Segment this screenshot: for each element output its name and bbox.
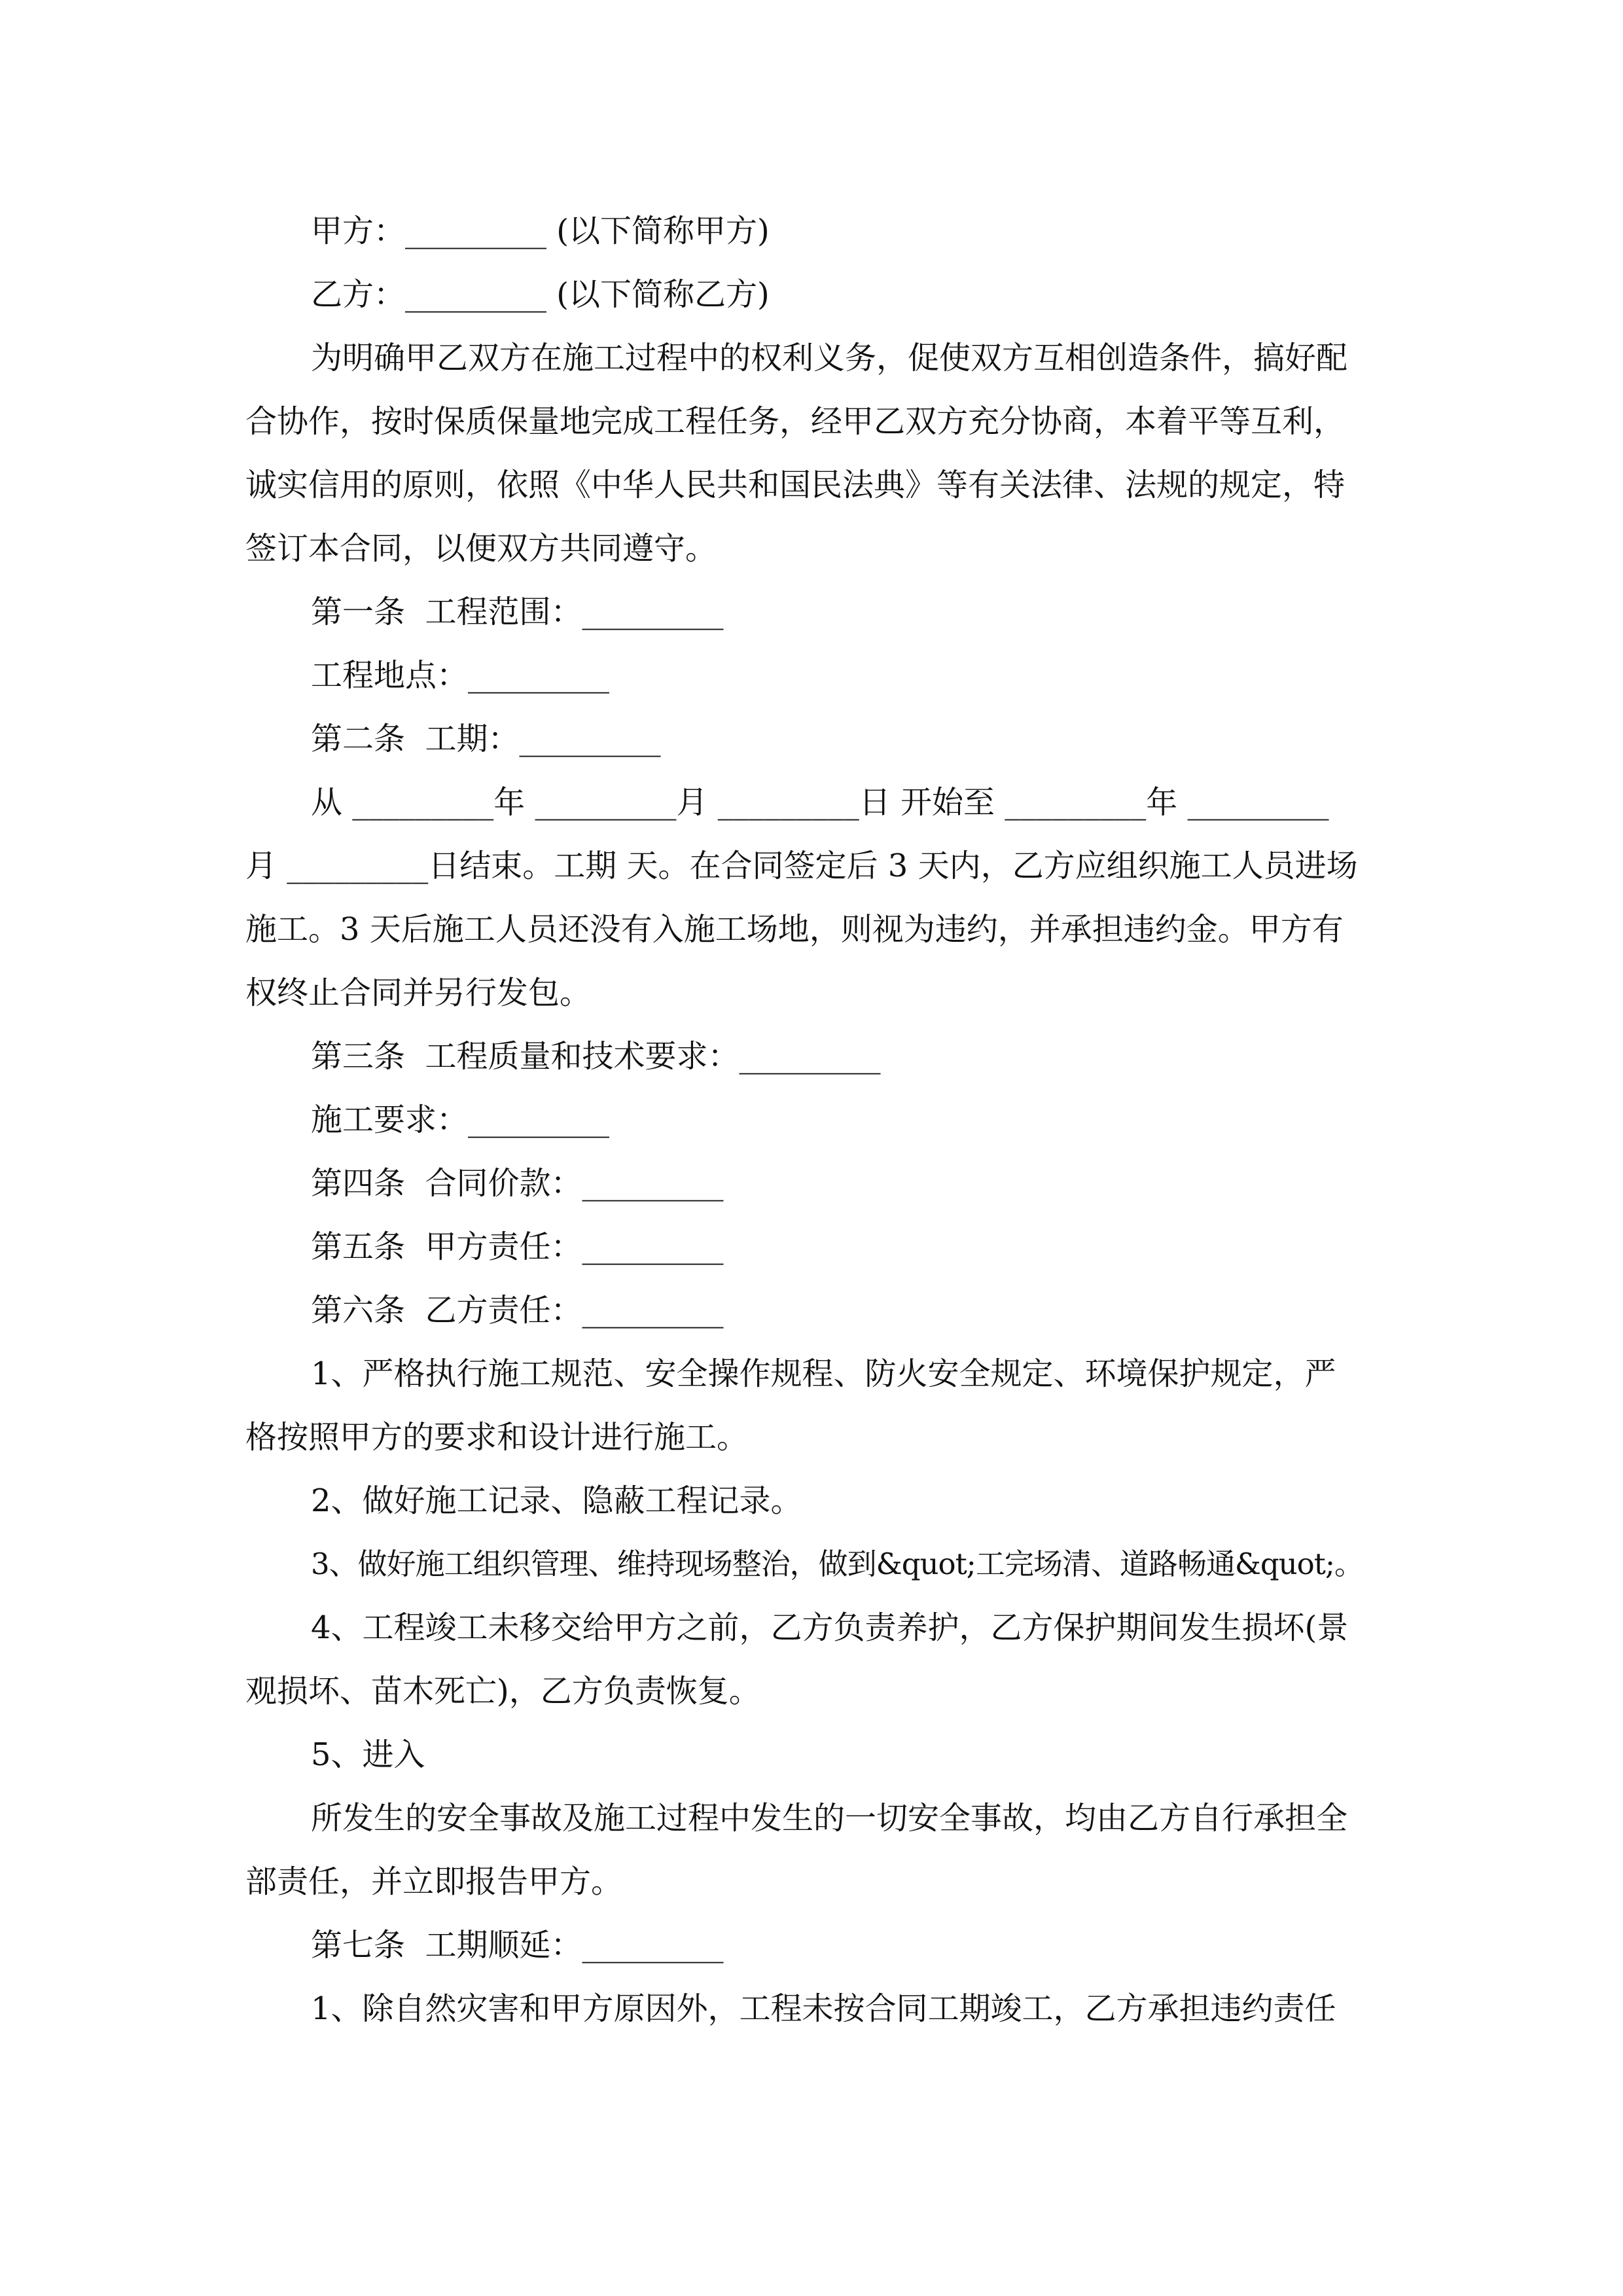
project-location-line: 工程地点：_________: [311, 657, 610, 694]
period-line-1: 从 _________年 _________月 _________日 开始至 _________年 _________: [311, 784, 1329, 821]
party-b-line: 乙方：_________ (以下简称乙方): [311, 276, 770, 313]
period-line-4: 权终止合同并另行发包。: [245, 975, 592, 1011]
duty-4-line-1: 4、工程竣工未移交给甲方之前，乙方负责养护，乙方保护期间发生损坏(景: [311, 1609, 1349, 1646]
duty-5-line: 5、进入: [311, 1736, 425, 1773]
preamble-line-2: 合协作，按时保质保量地完成工程任务，经甲乙双方充分协商，本着平等互利，: [245, 403, 1346, 440]
preamble-line-3: 诚实信用的原则，依照《中华人民共和国民法典》等有关法律、法规的规定，特: [245, 467, 1346, 503]
duty-2-line: 2、做好施工记录、隐蔽工程记录。: [311, 1482, 802, 1519]
safety-line-2: 部责任，并立即报告甲方。: [245, 1863, 623, 1900]
safety-line-1: 所发生的安全事故及施工过程中发生的一切安全事故，均由乙方自行承担全: [311, 1800, 1348, 1837]
preamble-line-1: 为明确甲乙双方在施工过程中的权利义务，促使双方互相创造条件，搞好配: [311, 340, 1348, 376]
article-7-heading: 第七条 工期顺延：_________: [311, 1927, 724, 1964]
article-3-heading: 第三条 工程质量和技术要求：_________: [311, 1038, 881, 1075]
duty-3-line: 3、做好施工组织管理、维持现场整治，做到&quot;工完场清、道路畅通&quot;。: [311, 1547, 1363, 1581]
duty-4-line-2: 观损坏、苗木死亡)，乙方负责恢复。: [245, 1673, 760, 1710]
period-line-3: 施工。3 天后施工人员还没有入施工场地，则视为违约，并承担违约金。甲方有: [245, 911, 1344, 948]
period-line-2: 月 _________日结束。工期 天。在合同签定后 3 天内，乙方应组织施工人员进场: [245, 848, 1358, 884]
duty-1-line-2: 格按照甲方的要求和设计进行施工。: [245, 1419, 749, 1456]
extension-clause-1-line: 1、除自然灾害和甲方原因外，工程未按合同工期竣工，乙方承担违约责任: [311, 1990, 1336, 2027]
article-1-heading: 第一条 工程范围：_________: [311, 594, 724, 630]
preamble-line-4: 签订本合同，以便双方共同遵守。: [245, 530, 717, 567]
article-4-heading: 第四条 合同价款：_________: [311, 1165, 724, 1202]
article-5-heading: 第五条 甲方责任：_________: [311, 1229, 724, 1265]
article-2-heading: 第二条 工期：_________: [311, 721, 661, 757]
duty-1-line-1: 1、严格执行施工规范、安全操作规程、防火安全规定、环境保护规定，严: [311, 1355, 1336, 1392]
article-6-heading: 第六条 乙方责任：_________: [311, 1292, 724, 1329]
party-a-line: 甲方：_________ (以下简称甲方): [311, 213, 770, 249]
construction-requirements-line: 施工要求：_________: [311, 1102, 610, 1138]
